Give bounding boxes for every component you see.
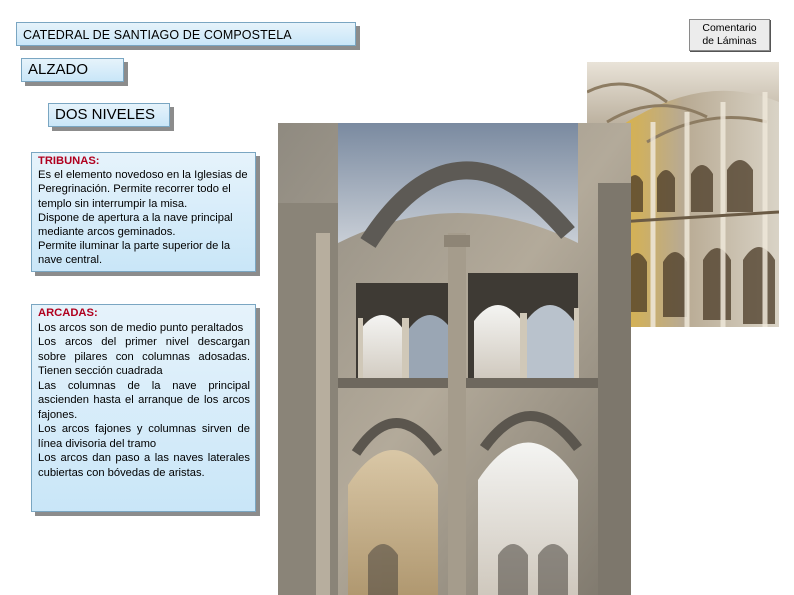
section-label <box>21 58 124 82</box>
subsection-label-text: DOS NIVELES <box>55 106 156 123</box>
tribunas-paragraph: Permite iluminar la parte superior de la nave central. <box>38 240 231 267</box>
comentario-button-line2: de Láminas <box>702 35 757 47</box>
comentario-button-line1: Comentario <box>702 22 757 34</box>
subsection-label <box>48 103 170 127</box>
arcadas-paragraph: Los arcos dan paso a las naves laterales cubiertas con bóvedas de aristas. <box>38 452 250 479</box>
slide-title-text: CATEDRAL DE SANTIAGO DE COMPOSTELA <box>23 28 292 42</box>
tribunas-paragraph: Dispone de apertura a la nave principal mediante arcos geminados. <box>38 211 233 239</box>
arcadas-paragraph: Los arcos fajones y columnas sirven de línea divisoria del tramo <box>38 423 250 450</box>
arcadas-paragraph: Los arcos son de medio punto peraltados <box>38 321 244 334</box>
arcadas-textbox <box>31 304 256 512</box>
tribunas-paragraph: Es el elemento novedoso en la Iglesias de Peregrinación. Permite recorrer todo el templo sin interrumpir la misa. <box>38 169 248 210</box>
arcadas-heading: ARCADAS: <box>38 307 98 319</box>
section-label-text: ALZADO <box>28 61 89 78</box>
tribunas-textbox <box>31 152 256 272</box>
comentario-laminas-button[interactable] <box>689 19 770 51</box>
arcadas-paragraph: Los arcos del primer nivel descargan sobre pilares con columnas adosadas. Tienen sección cuadrada <box>38 336 250 377</box>
slide-title <box>16 22 356 46</box>
cathedral-elevation-photo-icon <box>278 123 631 595</box>
tribunas-heading: TRIBUNAS: <box>38 155 100 167</box>
arcadas-paragraph: Las columnas de la nave principal ascienden hasta el arranque de los arcos fajones. <box>38 379 250 421</box>
